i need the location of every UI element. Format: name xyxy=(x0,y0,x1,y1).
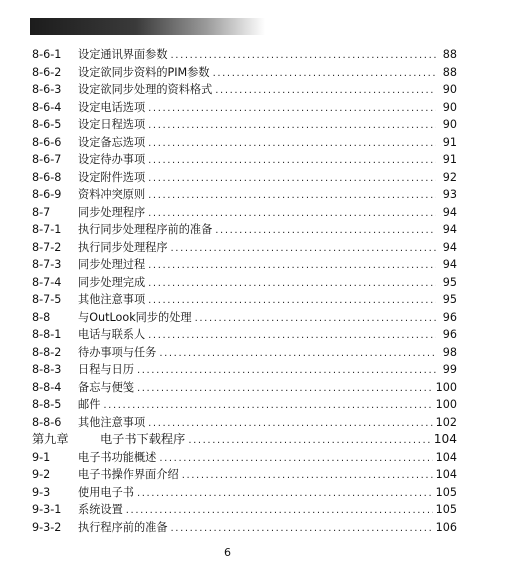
toc-entry-page: 95 xyxy=(442,293,457,306)
toc-entry-title: 电话与联系人 xyxy=(78,328,146,341)
toc-entry-number: 8-6-7 xyxy=(32,153,62,166)
dot-leader xyxy=(171,520,433,538)
toc-entry-title: 邮件 xyxy=(78,398,101,411)
toc-entry[interactable] xyxy=(32,256,457,274)
toc-entry-page: 100 xyxy=(435,398,457,411)
toc-entry-page: 104 xyxy=(435,450,457,464)
toc-entry-page: 88 xyxy=(442,65,457,79)
toc-entry-title: 系统设置 xyxy=(78,503,123,516)
toc-entry[interactable] xyxy=(32,116,457,134)
toc-entry[interactable] xyxy=(32,361,457,379)
toc-entry-page: 90 xyxy=(442,100,457,114)
toc-entry-page: 91 xyxy=(442,135,457,149)
toc-entry-number: 8-7-1 xyxy=(32,223,62,236)
toc-entry-page: 94 xyxy=(442,258,457,271)
toc-entry[interactable] xyxy=(32,134,457,152)
toc-entry-title: 设定电话选项 xyxy=(78,100,146,114)
toc-entry[interactable] xyxy=(32,64,457,82)
dot-leader xyxy=(148,415,433,433)
toc-entry[interactable] xyxy=(32,449,457,467)
toc-entry-page: 98 xyxy=(442,345,457,359)
toc-entry-number: 8-8-2 xyxy=(32,345,62,359)
table-of-contents xyxy=(32,46,457,536)
toc-entry[interactable] xyxy=(32,326,457,344)
dot-leader xyxy=(148,187,436,205)
toc-entry-title: 与OutLook同步的处理 xyxy=(78,310,192,324)
toc-entry-title: 设定欲同步处理的资料格式 xyxy=(78,83,213,96)
toc-entry-number: 8-7-5 xyxy=(32,293,62,306)
toc-entry[interactable] xyxy=(32,309,457,327)
dot-leader xyxy=(148,257,436,275)
toc-entry[interactable] xyxy=(32,221,457,239)
toc-entry-title: 执行程序前的准备 xyxy=(78,520,168,534)
toc-entry-number: 8-8-6 xyxy=(32,415,62,429)
dot-leader xyxy=(137,485,433,503)
toc-entry-number: 9-3-2 xyxy=(32,520,62,534)
toc-entry-title: 电子书操作界面介绍 xyxy=(78,468,179,481)
toc-entry-number: 8-8 xyxy=(32,310,51,324)
toc-entry[interactable] xyxy=(32,379,457,397)
toc-entry-title: 设定备忘选项 xyxy=(78,135,146,149)
toc-entry[interactable] xyxy=(32,151,457,169)
toc-entry-number: 8-7-3 xyxy=(32,258,62,271)
toc-entry[interactable] xyxy=(32,274,457,292)
toc-entry-page: 92 xyxy=(442,170,457,184)
dot-leader xyxy=(148,170,436,188)
toc-entry[interactable] xyxy=(32,169,457,187)
dot-leader xyxy=(148,205,436,223)
toc-entry-number: 8-6-9 xyxy=(32,188,62,201)
toc-entry-number: 8-8-1 xyxy=(32,328,62,341)
toc-entry-page: 88 xyxy=(442,48,457,61)
dot-leader xyxy=(195,310,436,328)
toc-entry[interactable] xyxy=(32,344,457,362)
toc-entry[interactable] xyxy=(32,204,457,222)
toc-entry[interactable] xyxy=(32,239,457,257)
toc-entry-title: 同步处理过程 xyxy=(78,258,146,271)
toc-entry-page: 95 xyxy=(442,275,457,289)
toc-entry[interactable] xyxy=(32,81,457,99)
toc-entry-page: 104 xyxy=(433,432,457,446)
toc-entry-number: 第九章 xyxy=(32,432,69,446)
toc-entry-title: 设定通讯界面参数 xyxy=(78,48,168,61)
toc-entry[interactable] xyxy=(32,99,457,117)
toc-entry-title: 同步处理完成 xyxy=(78,275,146,289)
toc-entry-number: 9-2 xyxy=(32,468,51,481)
dot-leader xyxy=(159,450,432,468)
dot-leader xyxy=(215,82,436,100)
toc-entry-number: 8-8-3 xyxy=(32,363,62,376)
toc-entry[interactable] xyxy=(32,291,457,309)
toc-entry-title: 其他注意事项 xyxy=(78,293,146,306)
toc-entry-number: 9-1 xyxy=(32,450,51,464)
dot-leader xyxy=(148,117,436,135)
toc-entry-title: 资料冲突原则 xyxy=(78,188,146,201)
toc-entry[interactable] xyxy=(32,484,457,502)
dot-leader xyxy=(171,240,436,258)
toc-entry[interactable] xyxy=(32,519,457,537)
toc-entry-number: 9-3-1 xyxy=(32,503,62,516)
toc-entry-number: 8-8-5 xyxy=(32,398,62,411)
toc-entry[interactable] xyxy=(32,501,457,519)
toc-entry[interactable] xyxy=(32,46,457,64)
toc-entry[interactable] xyxy=(32,414,457,432)
toc-entry-page: 91 xyxy=(442,153,457,166)
toc-entry-number: 8-7-4 xyxy=(32,275,62,289)
dot-leader xyxy=(148,100,436,118)
dot-leader xyxy=(148,152,436,170)
toc-entry-number: 8-6-3 xyxy=(32,83,62,96)
toc-entry-number: 8-6-1 xyxy=(32,48,62,61)
toc-entry-title: 使用电子书 xyxy=(78,485,134,499)
toc-entry-number: 8-6-5 xyxy=(32,118,62,131)
dot-leader xyxy=(182,467,433,485)
toc-entry-title: 设定附件选项 xyxy=(78,170,146,184)
dot-leader xyxy=(126,502,433,520)
toc-entry-title: 日程与日历 xyxy=(78,363,134,376)
toc-entry-page: 96 xyxy=(442,328,457,341)
dot-leader xyxy=(148,292,436,310)
toc-entry-page: 104 xyxy=(435,468,457,481)
toc-entry-title: 同步处理程序 xyxy=(78,205,146,219)
dot-leader xyxy=(188,432,430,450)
dot-leader xyxy=(103,397,432,415)
toc-entry-page: 105 xyxy=(435,503,457,516)
toc-entry-number: 9-3 xyxy=(32,485,51,499)
toc-entry-number: 8-7 xyxy=(32,205,51,219)
toc-entry-page: 94 xyxy=(442,205,457,219)
toc-entry-number: 8-8-4 xyxy=(32,380,62,394)
header-gradient-band xyxy=(30,18,265,35)
dot-leader xyxy=(148,135,436,153)
toc-entry-title: 执行同步处理程序 xyxy=(78,240,168,254)
toc-entry-page: 105 xyxy=(435,485,457,499)
toc-entry-title: 设定日程选项 xyxy=(78,118,146,131)
toc-entry-title: 执行同步处理程序前的准备 xyxy=(78,223,213,236)
toc-entry-title: 电子书下载程序 xyxy=(100,432,186,446)
toc-entry-title: 设定待办事项 xyxy=(78,153,146,166)
toc-entry-number: 8-6-4 xyxy=(32,100,62,114)
toc-entry-page: 94 xyxy=(442,240,457,254)
toc-entry-title: 电子书功能概述 xyxy=(78,450,157,464)
dot-leader xyxy=(171,47,436,65)
toc-entry-title: 备忘与便笺 xyxy=(78,380,134,394)
dot-leader xyxy=(137,362,436,380)
toc-entry-page: 102 xyxy=(435,415,457,429)
toc-entry-number: 8-7-2 xyxy=(32,240,62,254)
toc-entry-page: 94 xyxy=(442,223,457,236)
toc-entry-page: 106 xyxy=(435,520,457,534)
toc-entry-number: 8-6-2 xyxy=(32,65,62,79)
toc-entry[interactable] xyxy=(32,466,457,484)
dot-leader xyxy=(213,65,436,83)
dot-leader xyxy=(159,345,436,363)
toc-entry-title: 其他注意事项 xyxy=(78,415,146,429)
toc-entry-number: 8-6-8 xyxy=(32,170,62,184)
toc-entry-title: 设定欲同步资料的PIM参数 xyxy=(78,65,210,79)
toc-entry[interactable] xyxy=(32,186,457,204)
toc-entry-page: 90 xyxy=(442,83,457,96)
toc-entry[interactable] xyxy=(32,396,457,414)
dot-leader xyxy=(148,327,436,345)
dot-leader xyxy=(215,222,436,240)
dot-leader xyxy=(137,380,433,398)
toc-entry-page: 100 xyxy=(435,380,457,394)
toc-entry-number: 8-6-6 xyxy=(32,135,62,149)
toc-entry[interactable] xyxy=(32,431,457,449)
page-number: 6 xyxy=(224,546,231,559)
toc-entry-page: 99 xyxy=(442,363,457,376)
dot-leader xyxy=(148,275,436,293)
toc-entry-page: 93 xyxy=(442,188,457,201)
toc-entry-page: 90 xyxy=(442,118,457,131)
toc-entry-title: 待办事项与任务 xyxy=(78,345,157,359)
toc-entry-page: 96 xyxy=(442,310,457,324)
